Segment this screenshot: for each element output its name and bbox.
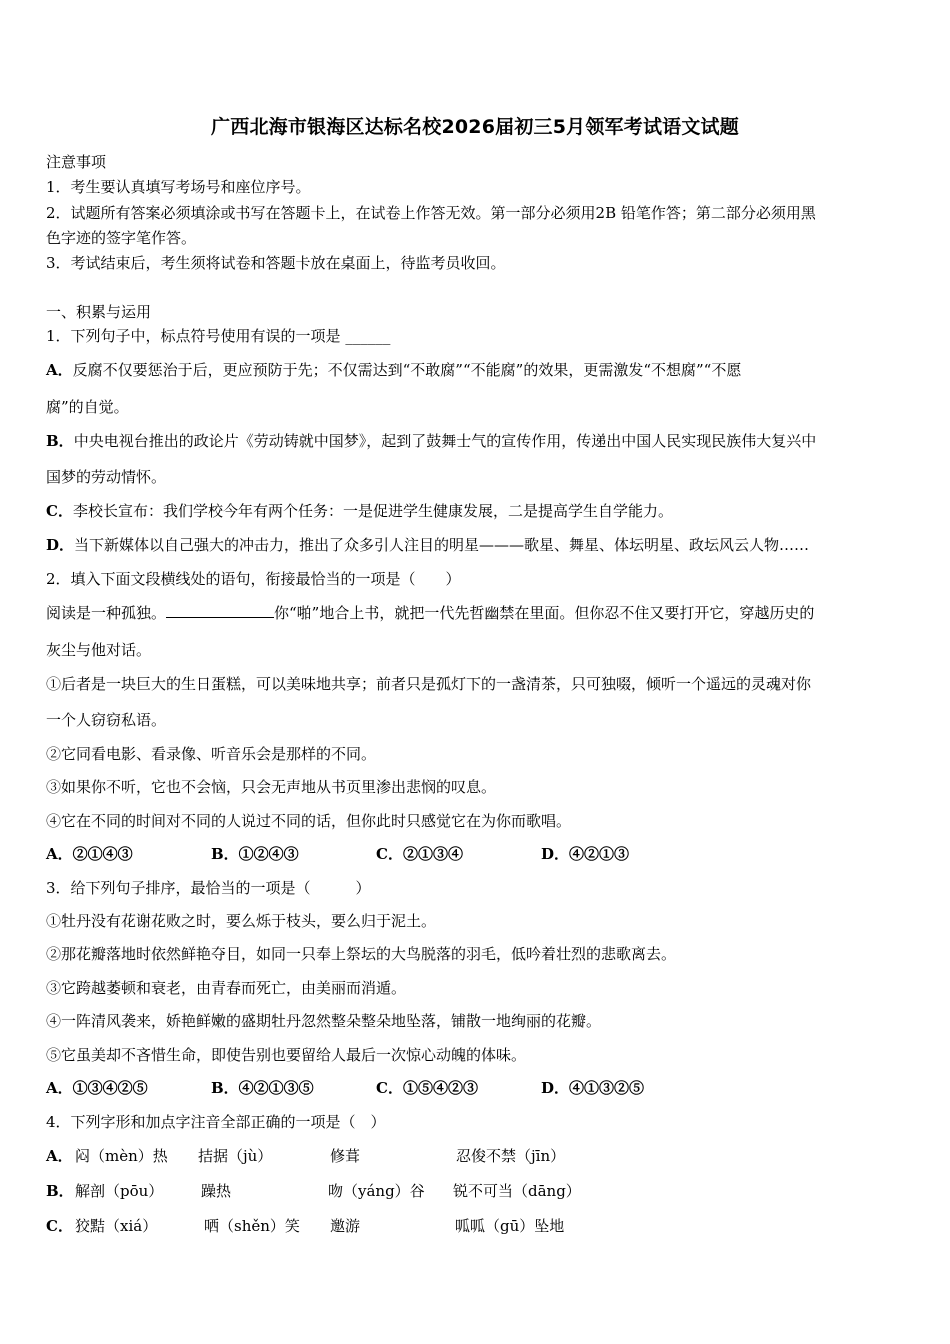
q2-option: B．①②④③ xyxy=(211,845,299,863)
option-word: 邀游 xyxy=(330,1217,361,1235)
question-3-stem: 3．给下列句子排序，最恰当的一项是（ ） xyxy=(46,879,371,897)
option-word: 解剖（pōu） xyxy=(75,1182,164,1200)
q2-option: A．②①④③ xyxy=(46,845,133,863)
q2-option: C．②①③④ xyxy=(376,845,463,863)
q2-sentence: 一个人窃窃私语。 xyxy=(46,711,167,729)
q3-sentence: ②那花瓣落地时依然鲜艳夺目，如同一只奉上祭坛的大鸟脱落的羽毛，低吟着壮烈的悲歌离去。 xyxy=(46,945,677,963)
option-word: 修葺 xyxy=(330,1147,361,1165)
option-text: 当下新媒体以自己强大的冲击力，推出了众多引人注目的明星———歌星、舞星、体坛明星、政坛风云人物…… xyxy=(74,536,810,554)
option-label: B． xyxy=(46,1182,74,1200)
q1-option-b xyxy=(46,431,816,451)
passage-text: 阅读是一种孤独。 xyxy=(46,604,167,622)
fill-blank xyxy=(166,603,274,618)
q2-sentence: ③如果你不听，它也不会恼，只会无声地从书页里渗出悲悯的叹息。 xyxy=(46,778,497,796)
q3-sentence: ①牡丹没有花谢花败之时，要么烁于枝头，要么归于泥土。 xyxy=(46,912,437,930)
option-word: 锐不可当（dāng） xyxy=(453,1182,581,1200)
q3-option: D．④①③②⑤ xyxy=(541,1079,645,1097)
question-2-stem: 2．填入下面文段横线处的语句，衔接最恰当的一项是（ ） xyxy=(46,570,461,588)
option-text: 中央电视台推出的政论片《劳动铸就中国梦》，起到了鼓舞士气的宣传作用，传递出中国人民实现民族伟大复兴中 xyxy=(73,432,817,450)
option-label: C． xyxy=(46,1217,73,1235)
question-4-stem: 4．下列字形和加点字注音全部正确的一项是（ ） xyxy=(46,1113,386,1131)
option-word: 忍俊不禁（jīn） xyxy=(456,1147,566,1165)
notice-item: 1．考生要认真填写考场号和座位序号。 xyxy=(46,178,311,196)
option-word: 狡黠（xiá） xyxy=(75,1217,158,1235)
q2-option: D．④②①③ xyxy=(541,845,630,863)
q2-passage-line: 灰尘与他对话。 xyxy=(46,641,152,659)
q2-sentence: ②它同看电影、看录像、听音乐会是那样的不同。 xyxy=(46,745,377,763)
question-1-stem: 1．下列句子中，标点符号使用有误的一项是 ______ xyxy=(46,327,391,345)
q2-passage-line xyxy=(46,603,814,623)
option-word: 哂（shěn）笑 xyxy=(204,1217,300,1235)
q1-option-c xyxy=(46,501,673,521)
notice-item: 色字迹的签字笔作答。 xyxy=(46,229,197,247)
option-label: C． xyxy=(46,502,73,520)
passage-text: 你“啪”地合上书，就把一代先哲幽禁在里面。但你忍不住又要打开它，穿越历史的 xyxy=(274,604,815,622)
option-word: 闷（mèn）热 xyxy=(75,1147,168,1165)
q1-option-a xyxy=(46,360,741,380)
q1-option-a-cont: 腐”的自觉。 xyxy=(46,398,129,416)
option-label: D． xyxy=(46,536,75,554)
option-word: 拮据（jù） xyxy=(198,1147,273,1165)
exam-title: 广西北海市银海区达标名校2026届初三5月领军考试语文试题 xyxy=(211,116,739,138)
q3-option: B．④②①③⑤ xyxy=(211,1079,314,1097)
section-heading: 一、积累与运用 xyxy=(46,303,152,321)
option-label: B． xyxy=(46,432,74,450)
q1-option-b-cont: 国梦的劳动情怀。 xyxy=(46,468,167,486)
option-word: 呱呱（gū）坠地 xyxy=(455,1217,565,1235)
notice-item: 2．试题所有答案必须填涂或书写在答题卡上，在试卷上作答无效。第一部分必须用2B 铅笔作答；第二部分必须用黑 xyxy=(46,204,816,222)
q3-sentence: ③它跨越萎顿和衰老，由青春而死亡，由美丽而消遁。 xyxy=(46,979,407,997)
q1-option-d xyxy=(46,535,809,555)
option-text: 反腐不仅要惩治于后，更应预防于先；不仅需达到“不敢腐”“不能腐”的效果，更需激发“不想腐”“不愿 xyxy=(72,361,742,379)
notice-heading: 注意事项 xyxy=(46,153,107,171)
q2-sentence: ④它在不同的时间对不同的人说过不同的话，但你此时只感觉它在为你而歌唱。 xyxy=(46,812,572,830)
q3-option: A．①③④②⑤ xyxy=(46,1079,148,1097)
option-text: 李校长宣布：我们学校今年有两个任务：一是促进学生健康发展，二是提高学生自学能力。 xyxy=(72,502,673,520)
notice-item: 3．考试结束后，考生须将试卷和答题卡放在桌面上，待监考员收回。 xyxy=(46,254,506,272)
option-word: 躁热 xyxy=(201,1182,232,1200)
option-label: A． xyxy=(46,1147,73,1165)
option-word: 吻（yáng）谷 xyxy=(328,1182,425,1200)
q3-option: C．①⑤④②③ xyxy=(376,1079,478,1097)
option-label: A． xyxy=(46,361,73,379)
q3-sentence: ⑤它虽美却不吝惜生命，即使告别也要留给人最后一次惊心动魄的体味。 xyxy=(46,1046,527,1064)
q3-sentence: ④一阵清风袭来，娇艳鲜嫩的盛期牡丹忽然整朵整朵地坠落，铺散一地绚丽的花瓣。 xyxy=(46,1012,602,1030)
q2-sentence: ①后者是一块巨大的生日蛋糕，可以美味地共享；前者只是孤灯下的一盏清茶，只可独啜，倾听一个遥远的灵魂对你 xyxy=(46,675,812,693)
